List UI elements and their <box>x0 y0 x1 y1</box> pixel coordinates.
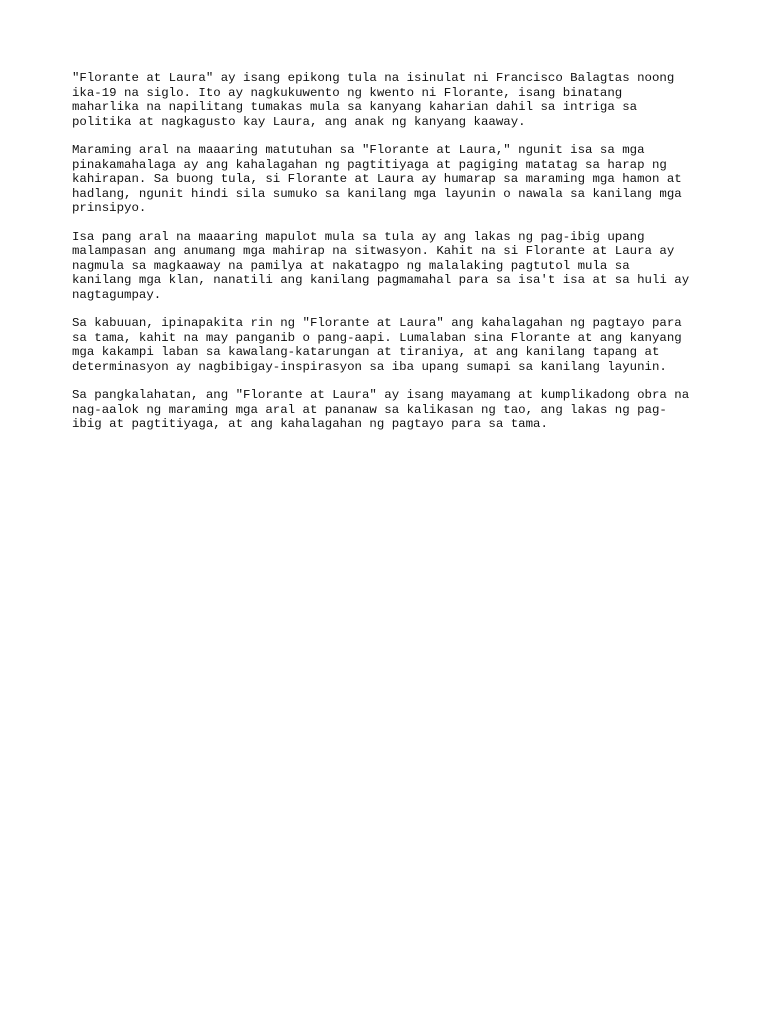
document-body <box>72 71 702 446</box>
text-line: sa tama, kahit na may panganib o pang-aapi. Lumalaban sina Florante at ang kanyang <box>72 330 682 345</box>
text-line: nag-aalok ng maraming mga aral at pananaw sa kalikasan ng tao, ang lakas ng pag- <box>72 402 667 417</box>
text-line: nagmula sa magkaaway na pamilya at nakatagpo ng malalaking pagtutol mula sa <box>72 258 630 273</box>
text-line: kahirapan. Sa buong tula, si Florante at Laura ay humarap sa maraming mga hamon at <box>72 172 682 186</box>
text-line: Sa pangkalahatan, ang "Florante at Laura" ay isang mayamang at kumplikadong obra na <box>72 388 690 402</box>
text-line: politika at nagkagusto kay Laura, ang anak ng kanyang kaaway. <box>72 114 526 129</box>
text-line: prinsipyo. <box>72 201 147 215</box>
text-line: hadlang, ngunit hindi sila sumuko sa kanilang mga layunin o nawala sa kanilang mga <box>72 186 682 201</box>
text-line: nagtagumpay. <box>72 287 162 302</box>
text-line: kanilang mga klan, nanatili ang kanilang pagmamahal para sa isa't isa at sa huli ay <box>72 273 690 287</box>
text-line: Maraming aral na maaaring matutuhan sa "Florante at Laura," ngunit isa sa mga <box>72 143 645 157</box>
text-line: Sa kabuuan, ipinapakita rin ng "Florante at Laura" ang kahalagahan ng pagtayo para <box>72 316 682 330</box>
paragraph-1 <box>72 71 702 129</box>
text-line: ibig at pagtitiyaga, at ang kahalagahan ng pagtayo para sa tama. <box>72 417 548 431</box>
paragraph-2 <box>72 143 702 216</box>
text-line: pinakamahalaga ay ang kahalagahan ng pagtitiyaga at pagiging matatag sa harap ng <box>72 157 667 172</box>
text-line: Isa pang aral na maaaring mapulot mula sa tula ay ang lakas ng pag-ibig upang <box>72 229 645 244</box>
paragraph-5 <box>72 388 702 432</box>
text-line: mga kakampi laban sa kawalang-katarungan at tiraniya, at ang kanilang tapang at <box>72 345 660 359</box>
text-line: ika-19 na siglo. Ito ay nagkukuwento ng kwento ni Florante, isang binatang <box>72 85 623 100</box>
paragraph-3 <box>72 230 702 303</box>
text-line: determinasyon ay nagbibigay-inspirasyon sa iba upang sumapi sa kanilang layunin. <box>72 359 667 374</box>
text-line: malampasan ang anumang mga mahirap na sitwasyon. Kahit na si Florante at Laura ay <box>72 244 675 258</box>
paragraph-4 <box>72 316 702 374</box>
text-line: "Florante at Laura" ay isang epikong tula na isinulat ni Francisco Balagtas noong <box>72 71 675 85</box>
text-line: maharlika na napilitang tumakas mula sa kanyang kaharian dahil sa intriga sa <box>72 100 638 114</box>
